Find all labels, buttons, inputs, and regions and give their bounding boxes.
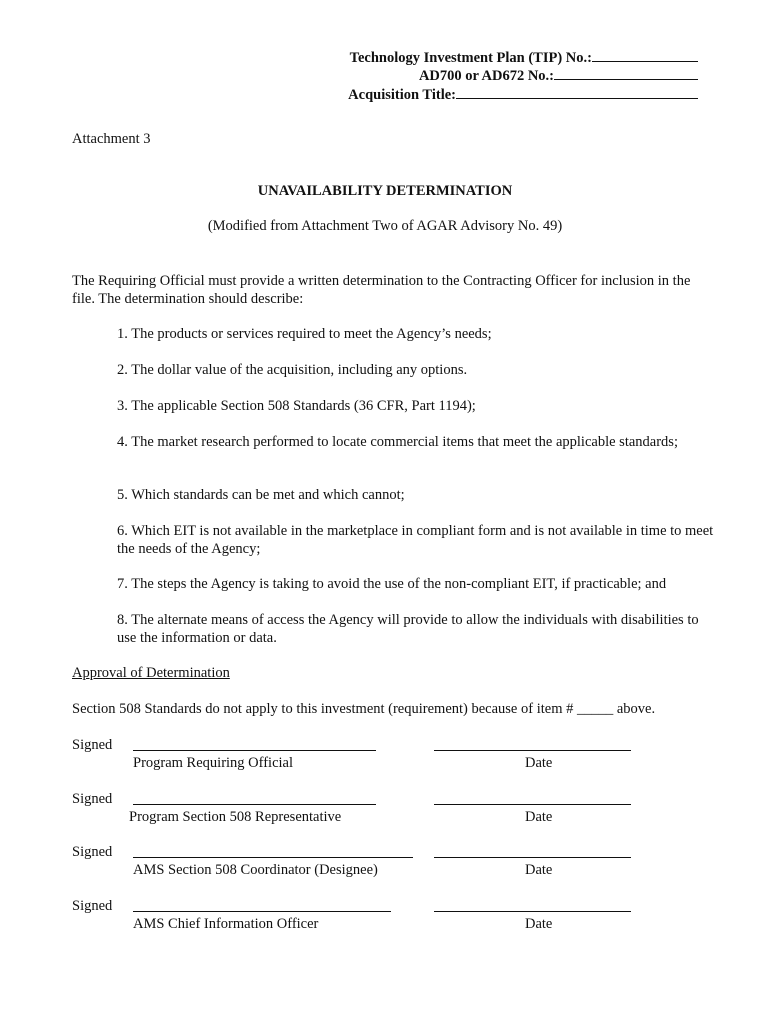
signer-role-2: Program Section 508 Representative — [129, 809, 342, 825]
document-subtitle: (Modified from Attachment Two of AGAR Advisory No. 49) — [207, 218, 563, 234]
date-label-3: Date — [525, 862, 553, 878]
acquisition-title-label: Acquisition Title: — [348, 87, 456, 103]
acquisition-title-field — [348, 85, 698, 104]
signature-line-3[interactable] — [133, 857, 413, 858]
date-label-4: Date — [525, 916, 553, 932]
signed-label-3: Signed — [72, 844, 113, 860]
signature-line-4[interactable] — [133, 911, 391, 912]
requirement-item-2: 2. The dollar value of the acquisition, including any options. — [117, 362, 468, 378]
date-label-1: Date — [525, 755, 553, 771]
date-line-1[interactable] — [434, 750, 631, 751]
signer-role-1: Program Requiring Official — [133, 755, 294, 771]
date-line-4[interactable] — [434, 911, 631, 912]
date-label-2: Date — [525, 809, 553, 825]
date-line-3[interactable] — [434, 857, 631, 858]
approval-heading: Approval of Determination — [72, 665, 230, 681]
signed-label-1: Signed — [72, 737, 113, 753]
ad-number-label: AD700 or AD672 No.: — [418, 68, 554, 84]
requirement-item-6: 6. Which EIT is not available in the marketplace in compliant form and is not available in time to meet the needs of the Agency; — [117, 523, 714, 557]
acquisition-title-blank[interactable] — [456, 85, 698, 99]
tip-number-blank[interactable] — [592, 48, 698, 62]
tip-number-field — [350, 48, 698, 67]
signature-line-1[interactable] — [133, 750, 376, 751]
requirement-item-1: 1. The products or services required to meet the Agency’s needs; — [117, 326, 492, 342]
requirement-item-7: 7. The steps the Agency is taking to avoid the use of the non-compliant EIT, if practicable; and — [117, 576, 667, 592]
attachment-label: Attachment 3 — [72, 131, 151, 147]
intro-paragraph: The Requiring Official must provide a written determination to the Contracting Officer for inclusion in the file. The determination should describe: — [72, 273, 691, 307]
signed-label-2: Signed — [72, 791, 113, 807]
signer-role-3: AMS Section 508 Coordinator (Designee) — [133, 862, 378, 878]
signed-label-4: Signed — [72, 898, 113, 914]
requirement-item-8: 8. The alternate means of access the Agency will provide to allow the individuals with disabilities to use the information or data. — [117, 612, 699, 646]
document-title: UNAVAILABILITY DETERMINATION — [257, 183, 513, 199]
requirement-item-4: 4. The market research performed to locate commercial items that meet the applicable standards; — [117, 434, 678, 450]
ad-number-blank[interactable] — [554, 66, 698, 80]
signature-line-2[interactable] — [133, 804, 376, 805]
requirement-item-3: 3. The applicable Section 508 Standards (36 CFR, Part 1194); — [117, 398, 476, 414]
tip-number-label: Technology Investment Plan (TIP) No.: — [349, 50, 592, 66]
requirement-item-5: 5. Which standards can be met and which cannot; — [117, 487, 405, 503]
ad-number-field — [419, 66, 698, 85]
approval-statement: Section 508 Standards do not apply to this investment (requirement) because of item # _____ above. — [72, 701, 656, 717]
signer-role-4: AMS Chief Information Officer — [133, 916, 319, 932]
date-line-2[interactable] — [434, 804, 631, 805]
